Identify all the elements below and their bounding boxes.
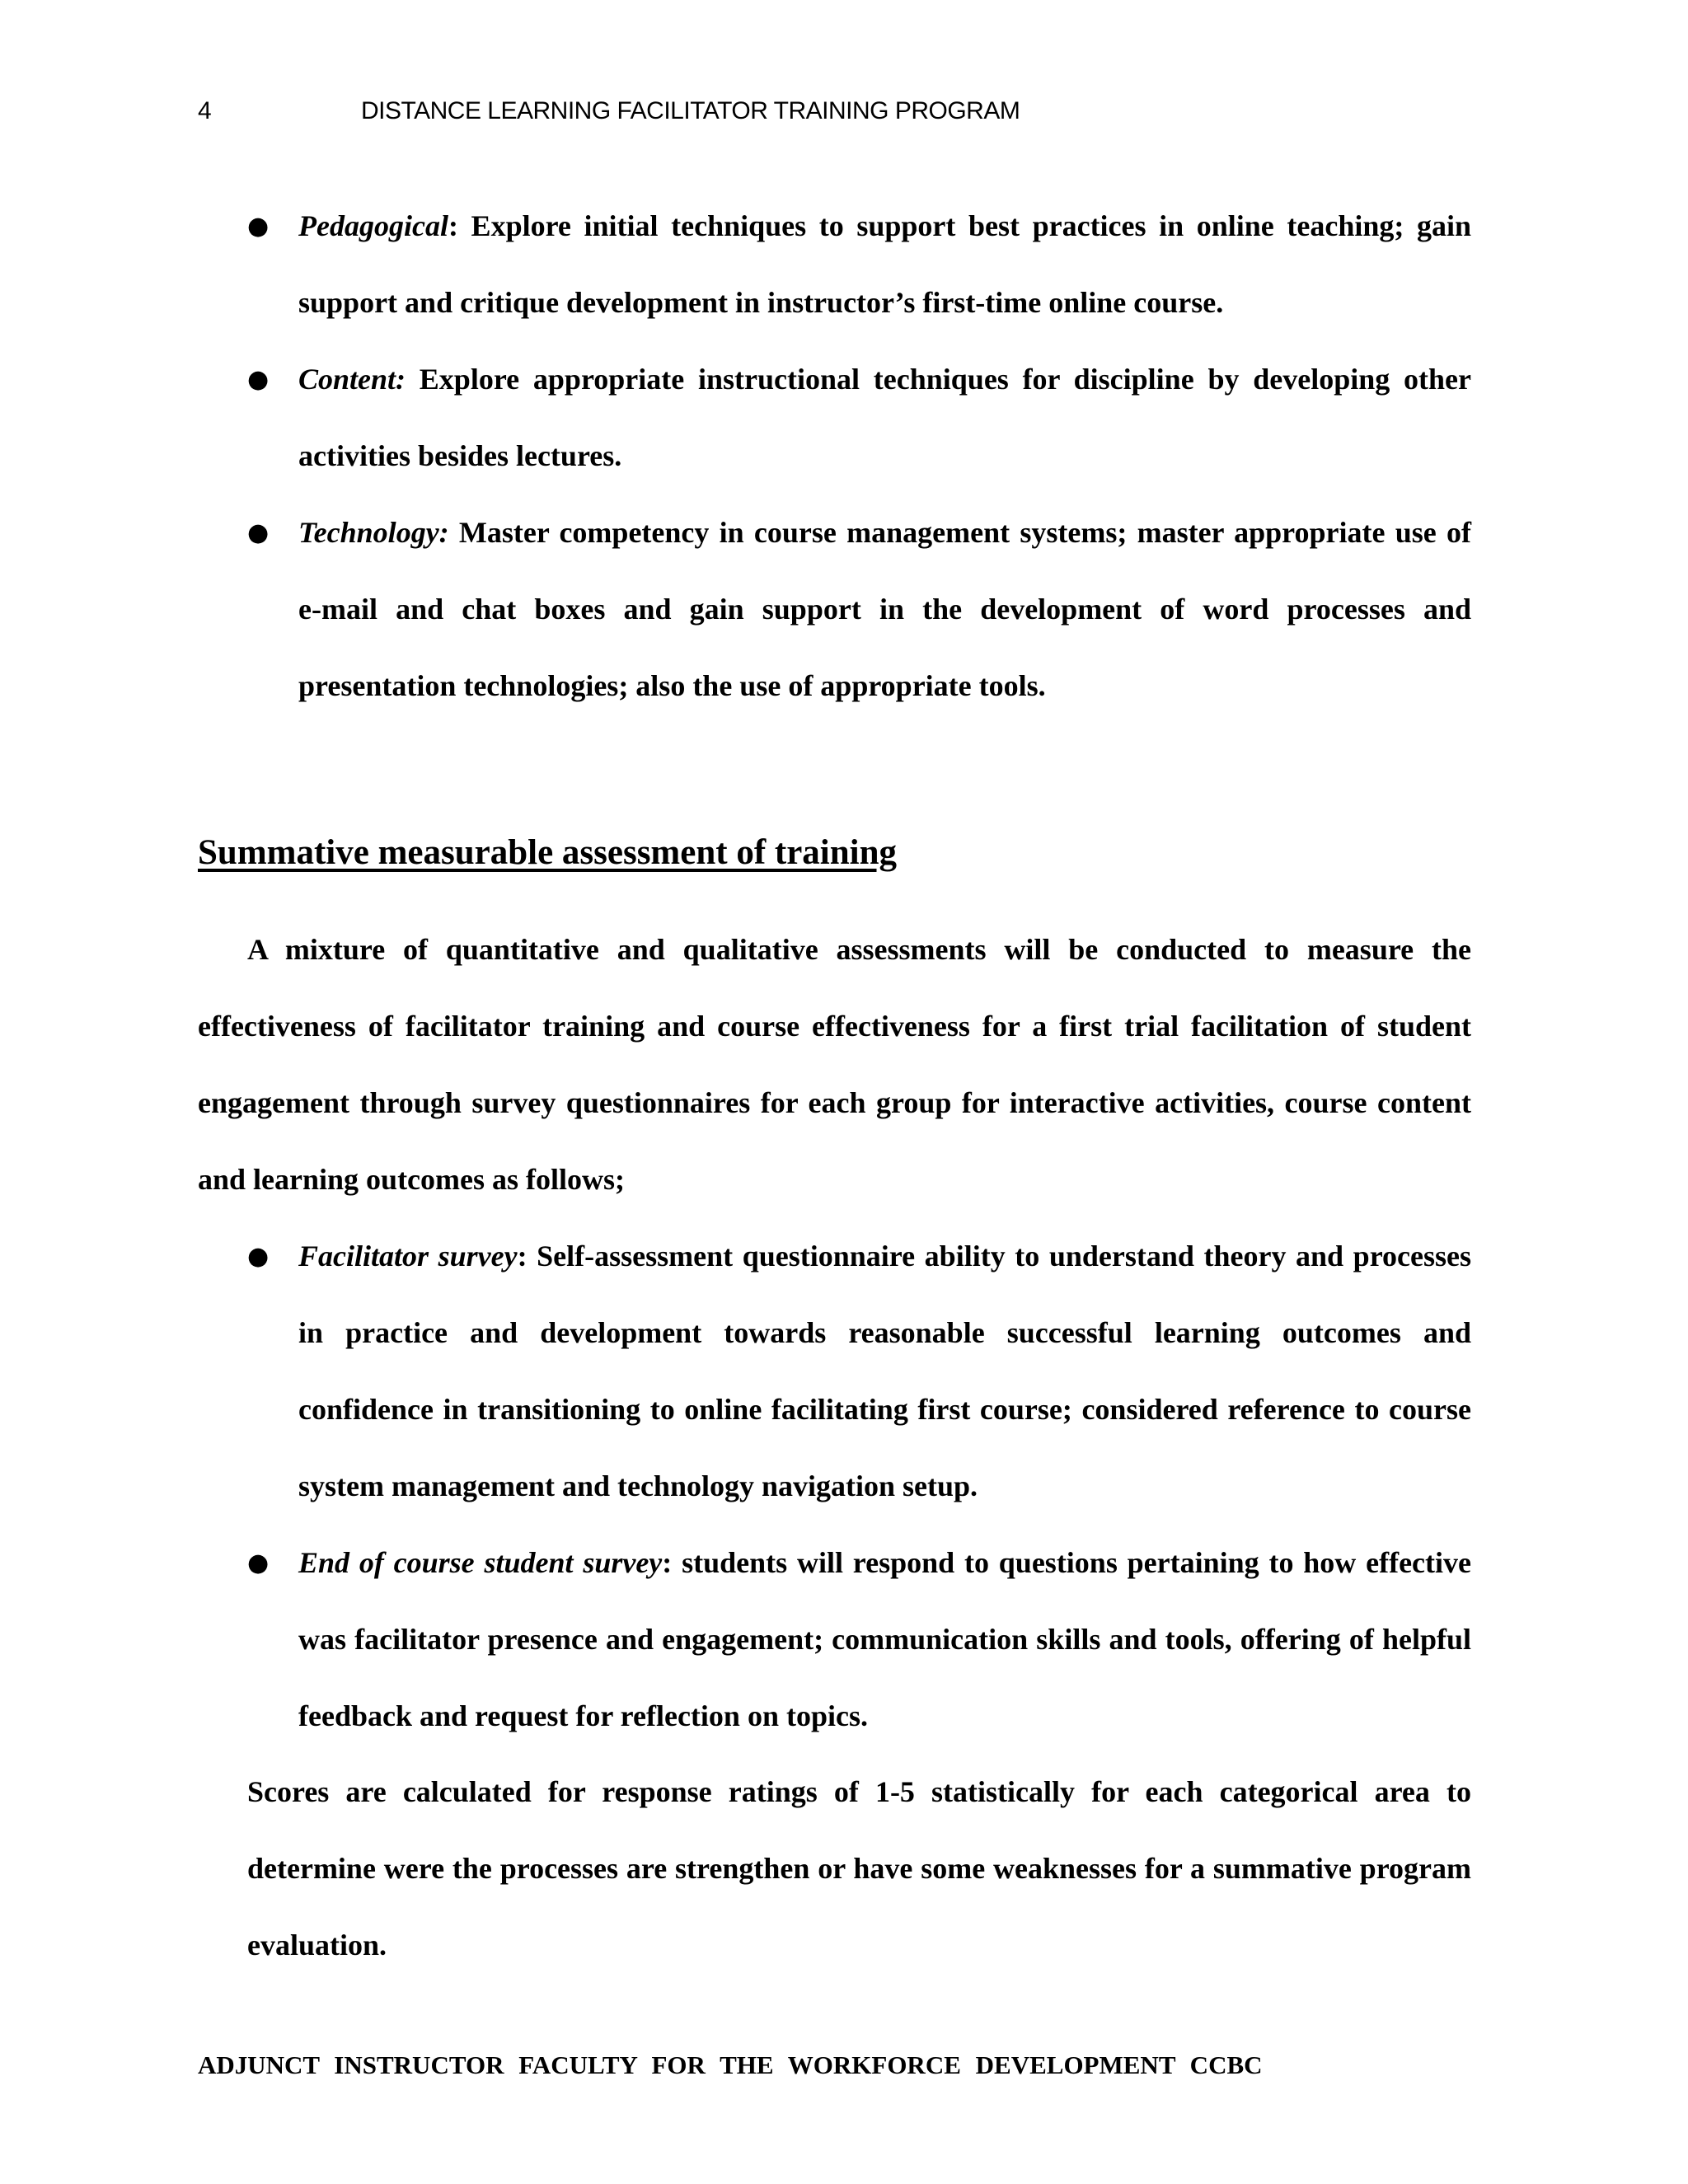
intro-paragraph: A mixture of quantitative and qualitative assessments will be conducted to measure the effectiveness of facilitator training and course effectiveness for a first trial facilitation of student engagement through survey questionnaires for each group for interactive activities, course content and learning outcomes as follows; bbox=[198, 933, 1471, 1196]
bullet-icon: ● bbox=[247, 1549, 270, 1577]
list-item bbox=[198, 494, 1471, 724]
survey-term: End of course student survey bbox=[298, 1546, 663, 1579]
section-heading: Summative measurable assessment of training bbox=[198, 833, 898, 872]
bullet-icon: ● bbox=[247, 365, 270, 394]
objectives-list bbox=[198, 188, 1471, 724]
survey-term: Facilitator survey bbox=[298, 1240, 518, 1272]
bullet-icon: ● bbox=[247, 518, 270, 547]
list-item bbox=[198, 341, 1471, 494]
objective-term: Content: bbox=[298, 363, 406, 396]
closing-paragraph: Scores are calculated for response ratings of 1-5 statistically for each categorical area to determine were the processes are strengthen or have some weaknesses for a summative program evaluation. bbox=[247, 1775, 1471, 1961]
list-item bbox=[198, 188, 1471, 341]
bullet-icon: ● bbox=[247, 1242, 270, 1271]
objective-separator: : bbox=[448, 209, 458, 242]
bullet-icon: ● bbox=[247, 212, 270, 241]
survey-text: students will respond to questions pertaining to how effective was facilitator presence and engagement; communication skills and tools, offering of helpful feedback and request for reflection on topics. bbox=[298, 1546, 1471, 1732]
page-footer: ADJUNCT INSTRUCTOR FACULTY FOR THE WORKFORCE DEVELOPMENT CCBC bbox=[198, 2050, 1263, 2079]
list-item bbox=[198, 1218, 1471, 1525]
surveys-list bbox=[198, 1218, 1471, 1755]
objective-text: Explore initial techniques to support best practices in online teaching; gain support and critique development in instructor’s first-time online course. bbox=[298, 209, 1471, 319]
list-item bbox=[198, 1525, 1471, 1755]
objective-term: Pedagogical bbox=[298, 209, 448, 242]
objective-text: Explore appropriate instructional techniques for discipline by developing other activities besides lectures. bbox=[298, 363, 1471, 472]
running-head: DISTANCE LEARNING FACILITATOR TRAINING PROGRAM bbox=[361, 97, 1020, 124]
survey-separator: : bbox=[517, 1240, 528, 1272]
survey-text: Self-assessment questionnaire ability to understand theory and processes in practice and development towards reasonable successful learning outcomes and confidence in transitioning to online facilitating first course; considered reference to course system management and technology navigation setup. bbox=[298, 1240, 1471, 1502]
survey-separator: : bbox=[662, 1546, 673, 1579]
page-number: 4 bbox=[198, 97, 212, 124]
objective-text: Master competency in course management systems; master appropriate use of e-mail and chat boxes and gain support in the development of word processes and presentation technologies; also the use of appropriate tools. bbox=[298, 516, 1471, 702]
objective-term: Technology: bbox=[298, 516, 449, 549]
